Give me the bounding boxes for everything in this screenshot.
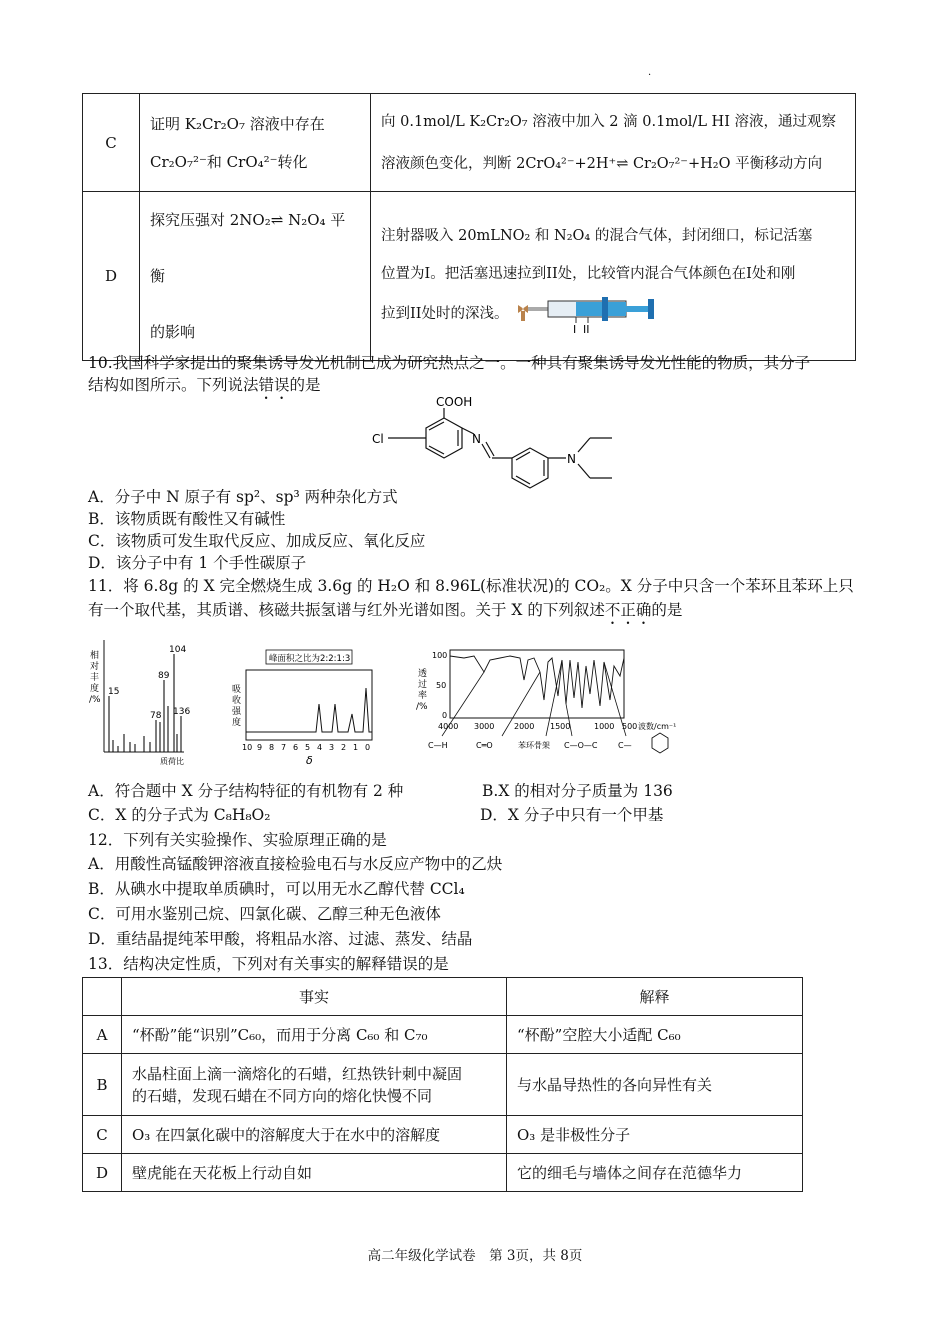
ir-ylabel: 率 bbox=[418, 691, 428, 701]
q11-option-a: A．符合题中 X 分子结构特征的有机物有 2 种 bbox=[88, 782, 404, 800]
clamp-stem bbox=[521, 311, 525, 321]
ms-peak-label: 104 bbox=[169, 645, 187, 655]
nmr-trace bbox=[246, 688, 372, 732]
operation-line: 拉到II处时的深浅。 bbox=[381, 306, 509, 322]
nmr-ylabel: 收 bbox=[232, 696, 242, 706]
q11-option-c: C．X 的分子式为 C₈H₈O₂ bbox=[88, 806, 271, 824]
ring-right bbox=[512, 448, 548, 488]
svg-text:8: 8 bbox=[269, 743, 275, 752]
mass-spectrum-chart bbox=[88, 636, 191, 770]
nmr-ticks bbox=[242, 743, 370, 752]
ir-ytick: 50 bbox=[436, 681, 447, 690]
fact-cell: O₃ 在四氯化碳中的溶解度大于在水中的溶解度 bbox=[122, 1116, 507, 1154]
q12-option-a: A．用酸性高锰酸钾溶液直接检验电石与水反应产物中的乙炔 bbox=[88, 855, 503, 873]
q10-option-a: A．分子中 N 原子有 sp²、sp³ 两种杂化方式 bbox=[88, 488, 398, 506]
ir-bond-label: 苯环骨架 bbox=[518, 741, 550, 750]
svg-text:9: 9 bbox=[257, 743, 263, 752]
ir-xtick: 1000 bbox=[594, 722, 615, 731]
n-amine-label: N bbox=[567, 452, 576, 466]
q12-stem: 12．下列有关实验操作、实验原理正确的是 bbox=[88, 831, 387, 849]
ring-left bbox=[426, 418, 462, 458]
header-cell bbox=[83, 978, 122, 1016]
syringe-diagram bbox=[514, 293, 664, 335]
ms-peaks bbox=[109, 654, 181, 752]
svg-text:3: 3 bbox=[329, 743, 335, 752]
nmr-spectrum-chart bbox=[228, 648, 378, 768]
ms-ylabel: 度 bbox=[90, 684, 100, 694]
ir-xtick: 4000 bbox=[438, 722, 459, 731]
q11-stem-text: 有一个取代基，其质谱、核磁共振氢谱与红外光谱如图。关于 X 的下列叙述 bbox=[88, 601, 605, 619]
syringe-tip bbox=[528, 307, 548, 311]
table-row bbox=[83, 1016, 803, 1054]
nmr-ylabel: 度 bbox=[232, 718, 242, 728]
q10-option-b: B．该物质既有酸性又有碱性 bbox=[88, 510, 286, 528]
purpose-line: 的影响 bbox=[150, 323, 196, 341]
q10-stem-line1: 10.我国科学家提出的聚集诱导发光机制已成为研究热点之一。一种具有聚集诱导发光性能的物质，其分子 bbox=[88, 354, 811, 372]
row-label: D bbox=[83, 1154, 122, 1192]
explain-cell: “杯酚”空腔大小适配 C₆₀ bbox=[507, 1016, 803, 1054]
table-row bbox=[83, 1154, 803, 1192]
nmr-xlabel: δ bbox=[306, 754, 313, 767]
q11-stem-line2 bbox=[88, 599, 682, 628]
row-label: C bbox=[83, 94, 140, 192]
operation-cell bbox=[371, 94, 856, 192]
ms-peak-label: 89 bbox=[158, 671, 170, 681]
fact-cell: “杯酚”能“识别”C₆₀，而用于分离 C₆₀ 和 C₇₀ bbox=[122, 1016, 507, 1054]
ms-ylabel: /% bbox=[89, 695, 101, 705]
ir-bond-label: C—O—C bbox=[564, 741, 598, 750]
table-row bbox=[83, 94, 856, 192]
ir-spectrum-chart bbox=[414, 646, 686, 758]
purpose-cell bbox=[140, 192, 371, 361]
q10-emphasis: 错误 bbox=[258, 376, 290, 394]
ir-trace bbox=[450, 656, 624, 708]
explain-cell: O₃ 是非极性分子 bbox=[507, 1116, 803, 1154]
ms-ylabel: 丰 bbox=[90, 673, 100, 683]
svg-text:0: 0 bbox=[365, 743, 371, 752]
ir-xunit: 波数/cm⁻¹ bbox=[638, 722, 677, 731]
q11-stem-text: 的是 bbox=[651, 601, 683, 619]
ms-peak-label: 78 bbox=[150, 711, 162, 721]
ir-xtick: 500 bbox=[622, 722, 638, 731]
row-label: C bbox=[83, 1116, 122, 1154]
q11-stem-line1: 11．将 6.8g 的 X 完全燃烧生成 3.6g 的 H₂O 和 8.96L(标准状况)的 CO₂。X 分子中只含一个苯环且苯环上只 bbox=[88, 577, 854, 595]
table-row bbox=[83, 1116, 803, 1154]
operation-line: 溶液颜色变化，判断 2CrO₄²⁻+2H⁺⇌ Cr₂O₇²⁻+H₂O 平衡移动方向 bbox=[381, 155, 823, 172]
mark-I-label: I bbox=[573, 323, 577, 336]
q10-option-d: D．该分子中有 1 个手性碳原子 bbox=[88, 554, 307, 572]
purpose-line: 证明 K₂Cr₂O₇ 溶液中存在 bbox=[150, 114, 325, 133]
nmr-ylabel: 强 bbox=[232, 707, 242, 717]
svg-text:10: 10 bbox=[242, 743, 253, 752]
ir-xtick: 2000 bbox=[514, 722, 535, 731]
fact-cell bbox=[122, 1054, 507, 1116]
ir-ylabel: 透 bbox=[418, 669, 428, 679]
q13-table bbox=[82, 977, 803, 1192]
ir-ylabel: 过 bbox=[418, 680, 428, 690]
svg-text:5: 5 bbox=[305, 743, 311, 752]
table-row bbox=[83, 1054, 803, 1116]
row-label: D bbox=[83, 192, 140, 361]
ir-bond-label: C— bbox=[618, 741, 632, 750]
ms-peak-label: 15 bbox=[108, 687, 120, 697]
q13-stem: 13．结构决定性质，下列对有关事实的解释错误的是 bbox=[88, 955, 449, 973]
ms-peak-label: 136 bbox=[173, 707, 191, 717]
ir-ytick: 100 bbox=[432, 651, 448, 660]
ir-ytick: 0 bbox=[442, 711, 448, 720]
row-label: A bbox=[83, 1016, 122, 1054]
fact-cell: 壁虎能在天花板上行动自如 bbox=[122, 1154, 507, 1192]
cl-label: Cl bbox=[372, 432, 384, 446]
ir-bond-label: C═O bbox=[476, 741, 493, 750]
q12-option-c: C．可用水鉴别己烷、四氯化碳、乙醇三种无色液体 bbox=[88, 905, 441, 923]
operation-line: 向 0.1mol/L K₂Cr₂O₇ 溶液中加入 2 滴 0.1mol/L HI 溶液，通过观察 bbox=[381, 113, 837, 130]
ir-ylabel: /% bbox=[416, 702, 428, 712]
explain-cell: 它的细毛与墙体之间存在范德华力 bbox=[507, 1154, 803, 1192]
purpose-line: 探究压强对 2NO₂⇌ N₂O₄ 平衡 bbox=[150, 211, 346, 285]
svg-text:6: 6 bbox=[293, 743, 299, 752]
ms-ylabel: 对 bbox=[90, 662, 100, 672]
nmr-ylabel: 吸 bbox=[232, 685, 242, 695]
cooh-label: COOH bbox=[436, 395, 473, 409]
table-row bbox=[83, 192, 856, 361]
syringe-plunger-end bbox=[648, 299, 654, 319]
q10-molecule-structure bbox=[360, 394, 620, 494]
experiment-table bbox=[82, 93, 856, 361]
ir-bond-label: C—H bbox=[428, 741, 448, 750]
explain-cell: 与水晶导热性的各向异性有关 bbox=[507, 1054, 803, 1116]
q11-option-b: B.X 的相对分子质量为 136 bbox=[482, 782, 673, 800]
row-label: B bbox=[83, 1054, 122, 1116]
syringe-plunger-rod bbox=[608, 306, 648, 312]
top-mark: · bbox=[648, 70, 652, 81]
q11-emphasis: 不正确 bbox=[604, 601, 652, 619]
ms-xlabel: 质荷比 bbox=[160, 757, 184, 766]
svg-text:1: 1 bbox=[353, 743, 359, 752]
q10-stem-text: 结构如图所示。下列说法 bbox=[88, 376, 259, 394]
benzene-ring-icon bbox=[652, 733, 668, 753]
q10-stem-line2 bbox=[88, 374, 321, 403]
operation-cell bbox=[371, 192, 856, 361]
purpose-line: Cr₂O₇²⁻和 CrO₄²⁻转化 bbox=[150, 152, 308, 171]
svg-text:2: 2 bbox=[341, 743, 347, 752]
header-cell: 解释 bbox=[507, 978, 803, 1016]
mark-II-label: II bbox=[583, 323, 590, 336]
operation-line: 位置为I。把活塞迅速拉到II处，比较管内混合气体颜色在I处和刚 bbox=[381, 266, 796, 282]
page-footer: 高二年级化学试卷 第 3页，共 8页 bbox=[367, 1248, 583, 1264]
ir-xtick: 1500 bbox=[550, 722, 571, 731]
q10-option-c: C．该物质可发生取代反应、加成反应、氧化反应 bbox=[88, 532, 426, 550]
q12-option-d: D．重结晶提纯苯甲酸，将粗品水溶、过滤、蒸发、结晶 bbox=[88, 930, 473, 948]
syringe-flange bbox=[602, 297, 608, 321]
ir-xtick: 3000 bbox=[474, 722, 495, 731]
nmr-title: 峰面积之比为2:2:1:3 bbox=[269, 654, 351, 664]
fact-line: 水晶柱面上滴一滴熔化的石蜡，红热铁针刺中凝固 bbox=[132, 1064, 463, 1083]
q12-option-b: B．从碘水中提取单质碘时，可以用无水乙醇代替 CCl₄ bbox=[88, 880, 465, 898]
q10-stem-text: 的是 bbox=[289, 376, 321, 394]
operation-line: 注射器吸入 20mLNO₂ 和 N₂O₄ 的混合气体，封闭细口，标记活塞 bbox=[381, 228, 813, 244]
purpose-cell bbox=[140, 94, 371, 192]
ms-ylabel: 相 bbox=[90, 651, 100, 661]
n-imine-label: N bbox=[472, 432, 481, 446]
nmr-plot-frame bbox=[246, 670, 372, 740]
svg-text:7: 7 bbox=[281, 743, 287, 752]
q11-option-d: D．X 分子中只有一个甲基 bbox=[480, 806, 664, 824]
fact-line: 的石蜡，发现石蜡在不同方向的熔化快慢不同 bbox=[132, 1086, 433, 1105]
svg-text:4: 4 bbox=[317, 743, 323, 752]
header-cell: 事实 bbox=[122, 978, 507, 1016]
table-header-row bbox=[83, 978, 803, 1016]
